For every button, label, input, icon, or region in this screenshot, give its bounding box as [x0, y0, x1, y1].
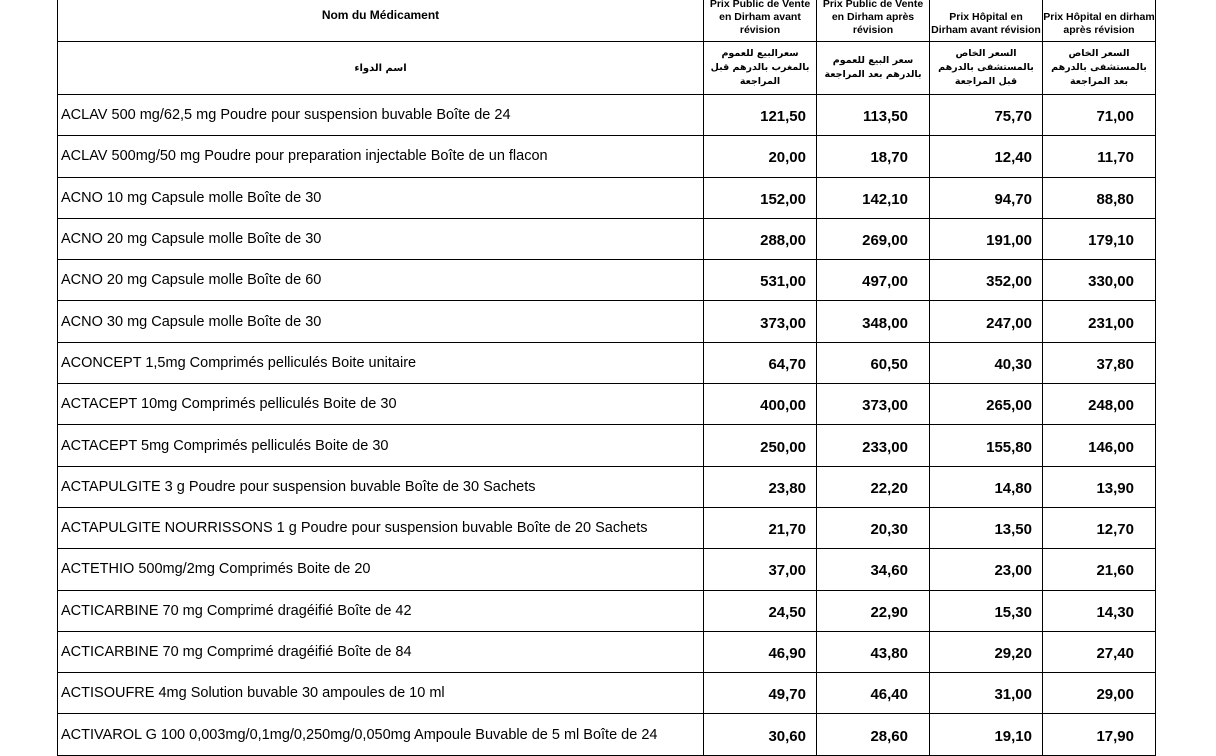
- price-p4: 11,70: [1043, 136, 1156, 177]
- price-p2: 233,00: [817, 425, 930, 466]
- header-name-fr: Nom du Médicament: [58, 0, 704, 42]
- medication-name: ACNO 20 mg Capsule molle Boîte de 60: [58, 260, 704, 301]
- price-p1: 400,00: [704, 384, 817, 425]
- medication-name: ACTICARBINE 70 mg Comprimé dragéifié Boîte de 84: [58, 631, 704, 672]
- table-row: [58, 136, 1156, 177]
- price-table: [57, 0, 1156, 756]
- price-p1: 20,00: [704, 136, 817, 177]
- header-col4-ar: السعر الخاص بالمستشفى بالدرهم بعد المراجعة: [1043, 42, 1156, 95]
- price-p4: 13,90: [1043, 466, 1156, 507]
- header-col2-ar: سعر البيع للعموم بالدرهم بعد المراجعة: [817, 42, 930, 95]
- price-p4: 14,30: [1043, 590, 1156, 631]
- table-row: [58, 342, 1156, 383]
- price-p2: 46,40: [817, 673, 930, 714]
- price-p4: 88,80: [1043, 177, 1156, 218]
- price-p3: 29,20: [930, 631, 1043, 672]
- price-p2: 497,00: [817, 260, 930, 301]
- price-p2: 269,00: [817, 218, 930, 259]
- medication-name: ACTACEPT 10mg Comprimés pelliculés Boite de 30: [58, 384, 704, 425]
- header-row-french: [58, 0, 1156, 42]
- price-p2: 20,30: [817, 507, 930, 548]
- table-row: [58, 466, 1156, 507]
- price-p1: 250,00: [704, 425, 817, 466]
- price-p3: 94,70: [930, 177, 1043, 218]
- price-p1: 152,00: [704, 177, 817, 218]
- price-p4: 248,00: [1043, 384, 1156, 425]
- table-row: [58, 95, 1156, 136]
- medication-name: ACLAV 500mg/50 mg Poudre pour preparation injectable Boîte de un flacon: [58, 136, 704, 177]
- table-row: [58, 425, 1156, 466]
- table-row: [58, 631, 1156, 672]
- header-col3-fr: Prix Hôpital en Dirham avant révision: [930, 0, 1043, 42]
- table-row: [58, 507, 1156, 548]
- price-p3: 40,30: [930, 342, 1043, 383]
- price-p4: 29,00: [1043, 673, 1156, 714]
- price-p3: 19,10: [930, 714, 1043, 755]
- price-p1: 531,00: [704, 260, 817, 301]
- price-p3: 191,00: [930, 218, 1043, 259]
- price-p3: 23,00: [930, 549, 1043, 590]
- medication-name: ACTICARBINE 70 mg Comprimé dragéifié Boîte de 42: [58, 590, 704, 631]
- table-row: [58, 218, 1156, 259]
- price-p1: 30,60: [704, 714, 817, 755]
- price-p3: 13,50: [930, 507, 1043, 548]
- medication-name: ACTACEPT 5mg Comprimés pelliculés Boite de 30: [58, 425, 704, 466]
- price-p2: 348,00: [817, 301, 930, 342]
- price-p3: 247,00: [930, 301, 1043, 342]
- price-p1: 46,90: [704, 631, 817, 672]
- price-p3: 14,80: [930, 466, 1043, 507]
- medication-name: ACTIVAROL G 100 0,003mg/0,1mg/0,250mg/0,050mg Ampoule Buvable de 5 ml Boîte de 24: [58, 714, 704, 755]
- header-row-arabic: [58, 42, 1156, 95]
- medication-name: ACLAV 500 mg/62,5 mg Poudre pour suspension buvable Boîte de 24: [58, 95, 704, 136]
- price-p4: 37,80: [1043, 342, 1156, 383]
- table-row: [58, 590, 1156, 631]
- price-p1: 23,80: [704, 466, 817, 507]
- table-row: [58, 673, 1156, 714]
- price-p1: 24,50: [704, 590, 817, 631]
- price-p4: 17,90: [1043, 714, 1156, 755]
- table-row: [58, 260, 1156, 301]
- price-p2: 18,70: [817, 136, 930, 177]
- header-name-ar: اسم الدواء: [58, 42, 704, 95]
- price-p1: 121,50: [704, 95, 817, 136]
- table-row: [58, 177, 1156, 218]
- header-col1-ar: سعرالبيع للعموم بالمغرب بالدرهم قبل المراجعة: [704, 42, 817, 95]
- price-p3: 75,70: [930, 95, 1043, 136]
- price-p3: 265,00: [930, 384, 1043, 425]
- header-col3-ar: السعر الخاص بالمستشفى بالدرهم قبل المراجعة: [930, 42, 1043, 95]
- price-p4: 71,00: [1043, 95, 1156, 136]
- medication-name: ACONCEPT 1,5mg Comprimés pelliculés Boite unitaire: [58, 342, 704, 383]
- price-p3: 15,30: [930, 590, 1043, 631]
- table-row: [58, 384, 1156, 425]
- price-p2: 22,90: [817, 590, 930, 631]
- table-row: [58, 549, 1156, 590]
- price-p2: 43,80: [817, 631, 930, 672]
- price-p4: 330,00: [1043, 260, 1156, 301]
- medication-name: ACNO 20 mg Capsule molle Boîte de 30: [58, 218, 704, 259]
- price-p4: 231,00: [1043, 301, 1156, 342]
- price-p1: 37,00: [704, 549, 817, 590]
- price-p2: 28,60: [817, 714, 930, 755]
- price-p4: 21,60: [1043, 549, 1156, 590]
- header-col2-fr: Prix Public de Vente en Dirham après révision: [817, 0, 930, 42]
- price-p3: 352,00: [930, 260, 1043, 301]
- price-p1: 21,70: [704, 507, 817, 548]
- header-col1-fr: Prix Public de Vente en Dirham avant révision: [704, 0, 817, 42]
- price-p3: 31,00: [930, 673, 1043, 714]
- medication-name: ACTISOUFRE 4mg Solution buvable 30 ampoules de 10 ml: [58, 673, 704, 714]
- price-p3: 155,80: [930, 425, 1043, 466]
- header-col4-fr: Prix Hôpital en dirham après révision: [1043, 0, 1156, 42]
- price-p4: 12,70: [1043, 507, 1156, 548]
- price-p2: 60,50: [817, 342, 930, 383]
- price-p2: 142,10: [817, 177, 930, 218]
- price-p1: 288,00: [704, 218, 817, 259]
- price-p2: 34,60: [817, 549, 930, 590]
- table-row: [58, 301, 1156, 342]
- price-p2: 373,00: [817, 384, 930, 425]
- medication-name: ACNO 30 mg Capsule molle Boîte de 30: [58, 301, 704, 342]
- price-p2: 113,50: [817, 95, 930, 136]
- price-p1: 373,00: [704, 301, 817, 342]
- medication-name: ACTAPULGITE 3 g Poudre pour suspension buvable Boîte de 30 Sachets: [58, 466, 704, 507]
- price-p1: 49,70: [704, 673, 817, 714]
- price-p4: 179,10: [1043, 218, 1156, 259]
- price-p2: 22,20: [817, 466, 930, 507]
- table-row: [58, 714, 1156, 755]
- price-p3: 12,40: [930, 136, 1043, 177]
- medication-name: ACTETHIO 500mg/2mg Comprimés Boite de 20: [58, 549, 704, 590]
- medication-name: ACTAPULGITE NOURRISSONS 1 g Poudre pour suspension buvable Boîte de 20 Sachets: [58, 507, 704, 548]
- medication-name: ACNO 10 mg Capsule molle Boîte de 30: [58, 177, 704, 218]
- price-p1: 64,70: [704, 342, 817, 383]
- price-p4: 27,40: [1043, 631, 1156, 672]
- price-p4: 146,00: [1043, 425, 1156, 466]
